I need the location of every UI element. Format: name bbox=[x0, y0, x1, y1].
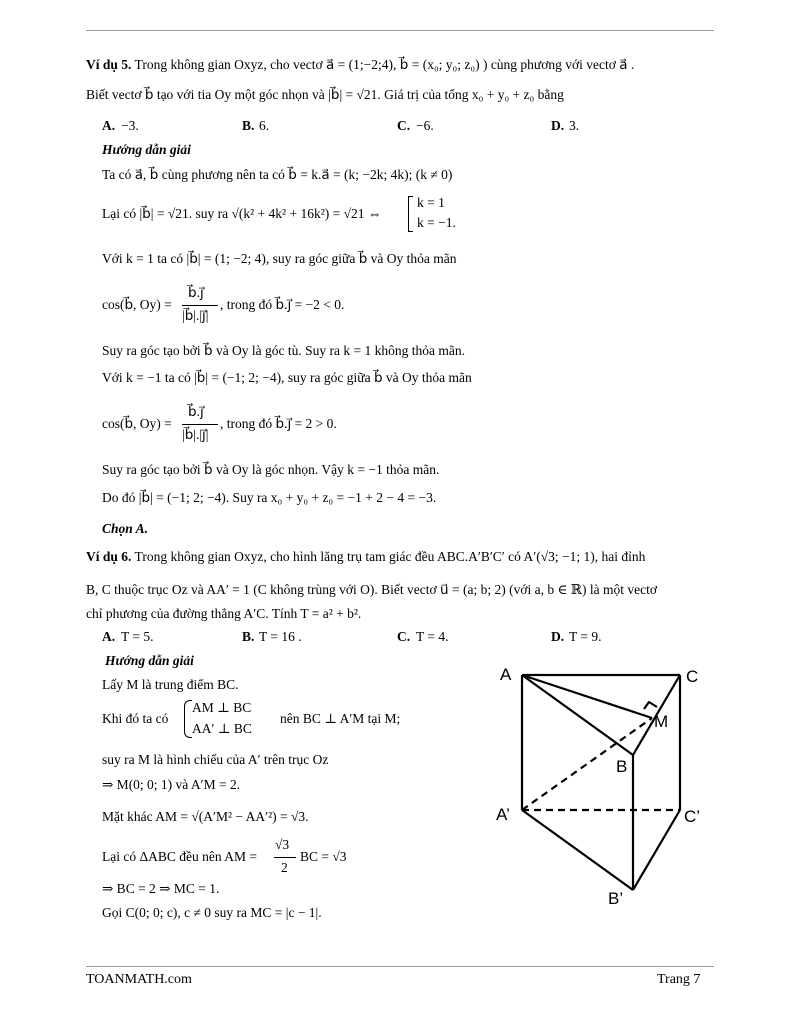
ex6-step8: Gọi C(0; 0; c), c ≠ 0 suy ra MC = |c − 1|. bbox=[102, 905, 322, 920]
prism-figure bbox=[492, 660, 722, 910]
ex5-step7-right: , trong đó b⃗.j⃗ = 2 > 0. bbox=[220, 416, 337, 431]
ex6-choice-b-label: B. bbox=[242, 629, 255, 644]
ex6-choice-d-label: D. bbox=[551, 629, 565, 644]
ex5-step7-fraction bbox=[182, 403, 218, 447]
vertex-a: A bbox=[500, 665, 512, 684]
ex6-guide-heading: Hướng dẫn giải bbox=[105, 653, 194, 668]
ex5-answer: Chọn A. bbox=[102, 521, 149, 536]
ex6-choice-b: T = 16 . bbox=[259, 629, 302, 644]
ex6-choice-a-label: A. bbox=[102, 629, 116, 644]
ex5-step7-den: |b⃗|.|j⃗| bbox=[182, 427, 209, 442]
ex5-step2-system bbox=[408, 194, 478, 234]
vertex-b1: B’ bbox=[608, 889, 624, 908]
ex6-choice-c-label: C. bbox=[397, 629, 411, 644]
ex5-label: Ví dụ 5. bbox=[86, 57, 132, 72]
ex6-step4: ⇒ M(0; 0; 1) và A′M = 2. bbox=[102, 777, 241, 792]
vertex-a1: A’ bbox=[496, 805, 510, 824]
vertex-m: M bbox=[654, 712, 669, 731]
ex5-step4 bbox=[102, 284, 502, 328]
ex6-step3: suy ra M là hình chiếu của A′ trên trục Oz bbox=[102, 752, 329, 767]
ex6-step2 bbox=[102, 698, 432, 742]
ex5-choice-b-label: B. bbox=[242, 118, 255, 133]
ex6-step6-right: BC = √3 bbox=[300, 849, 347, 864]
footer-site: TOANMATH.com bbox=[86, 972, 192, 987]
ex5-choice-c-label: C. bbox=[397, 118, 411, 133]
footer-rule bbox=[86, 966, 714, 967]
ex5-choice-b: 6. bbox=[259, 118, 270, 133]
ex5-line2: Biết vectơ b⃗ tạo với tia Oy một góc nhọn và |b⃗| = √21. Giá trị của tổng x₀ + y₀ + z₀ bằng bbox=[86, 87, 564, 102]
ex6-step1: Lấy M là trung điểm BC. bbox=[102, 677, 239, 692]
ex6-line1 bbox=[86, 548, 645, 566]
ex5-step2: Lại có |b⃗| = √21. suy ra √(k² + 4k² + 16k²) = √21 ⇔ bbox=[102, 206, 382, 221]
ex5-step4-den: |b⃗|.|j⃗| bbox=[182, 308, 209, 323]
ex6-line2: B, C thuộc trục Oz và AA′ = 1 (C không trùng với O). Biết vectơ u⃗ = (a; b; 2) (với a, b ∈ ℝ) là một vectơ bbox=[86, 582, 658, 597]
ex6-step6-den: 2 bbox=[281, 860, 288, 875]
vertex-b: B bbox=[616, 757, 628, 776]
ex5-step7-left: cos(b⃗, Oy) = bbox=[102, 416, 172, 431]
ex5-choice-a: −3. bbox=[121, 118, 139, 133]
ex6-step7: ⇒ BC = 2 ⇒ MC = 1. bbox=[102, 881, 220, 896]
ex5-step4-fraction bbox=[182, 284, 218, 328]
ex5-step8: Suy ra góc tạo bởi b⃗ và Oy là góc nhọn. Vậy k = −1 thỏa mãn. bbox=[102, 462, 440, 477]
ex5-step7-num: b⃗.j⃗ bbox=[188, 404, 204, 419]
edge-a-m bbox=[522, 675, 652, 718]
edge-c1-b1 bbox=[633, 810, 680, 890]
ex5-step6: Với k = −1 ta có |b⃗| = (−1; 2; −4), suy ra góc giữa b⃗ và Oy thỏa mãn bbox=[102, 370, 472, 385]
ex5-choice-d: 3. bbox=[569, 118, 580, 133]
ex5-text1: Trong không gian Oxyz, cho vectơ a⃗ = (1;−2;4), b⃗ = (x₀; y₀; z₀) ) cùng phương với vectơ a⃗ . bbox=[134, 57, 635, 72]
ex5-step1: Ta có a⃗, b⃗ cùng phương nên ta có b⃗ = k.a⃗ = (k; −2k; 4k); (k ≠ 0) bbox=[102, 167, 453, 182]
edge-a-b bbox=[522, 675, 633, 755]
ex6-step2-case2: AA′ ⊥ BC bbox=[192, 721, 252, 736]
ex5-choice-d-label: D. bbox=[551, 118, 565, 133]
ex6-step6 bbox=[102, 836, 422, 880]
ex5-step5: Suy ra góc tạo bởi b⃗ và Oy là góc tù. Suy ra k = 1 không thỏa mãn. bbox=[102, 343, 466, 358]
ex5-choice-a-label: A. bbox=[102, 118, 116, 133]
ex5-case1: k = 1 bbox=[417, 195, 445, 210]
ex6-line3: chỉ phương của đường thẳng A′C. Tính T = a² + b². bbox=[86, 606, 362, 621]
vertex-c: C bbox=[686, 667, 699, 686]
ex6-choice-a: T = 5. bbox=[121, 629, 154, 644]
ex5-step7 bbox=[102, 403, 502, 447]
header-rule bbox=[86, 30, 714, 31]
ex6-text1: Trong không gian Oxyz, cho hình lăng trụ tam giác đều ABC.A′B′C′ có A′(√3; −1; 1), hai đỉnh bbox=[134, 549, 646, 564]
ex5-step4-left: cos(b⃗, Oy) = bbox=[102, 297, 172, 312]
ex6-step6-fraction bbox=[274, 836, 296, 880]
vertex-c1: C’ bbox=[684, 807, 701, 826]
edge-a1-b1 bbox=[522, 810, 633, 890]
ex5-step3: Với k = 1 ta có |b⃗| = (1; −2; 4), suy ra góc giữa b⃗ và Oy thỏa mãn bbox=[102, 251, 457, 266]
ex6-label: Ví dụ 6. bbox=[86, 549, 132, 564]
ex5-guide-heading: Hướng dẫn giải bbox=[102, 142, 191, 157]
footer-page-number: Trang 7 bbox=[657, 972, 701, 987]
ex6-step2-left: Khi đó ta có bbox=[102, 711, 169, 726]
ex5-step4-num: b⃗.j⃗ bbox=[188, 285, 204, 300]
ex6-choice-d: T = 9. bbox=[569, 629, 602, 644]
ex6-step6-num: √3 bbox=[275, 837, 290, 852]
ex5-step4-right: , trong đó b⃗.j⃗ = −2 < 0. bbox=[220, 297, 345, 312]
ex5-line1 bbox=[86, 56, 634, 74]
ex5-step9: Do đó |b⃗| = (−1; 2; −4). Suy ra x₀ + y₀ + z₀ = −1 + 2 − 4 = −3. bbox=[102, 490, 437, 505]
ex6-step2-right: nên BC ⊥ A′M tại M; bbox=[280, 711, 401, 726]
ex5-choice-c: −6. bbox=[416, 118, 434, 133]
right-angle-mark bbox=[644, 702, 657, 709]
ex6-step2-case1: AM ⊥ BC bbox=[192, 700, 252, 715]
ex6-step6-left: Lại có ΔABC đều nên AM = bbox=[102, 849, 258, 864]
ex6-step2-brace bbox=[184, 700, 192, 738]
ex5-case2: k = −1. bbox=[417, 215, 456, 230]
ex6-choice-c: T = 4. bbox=[416, 629, 449, 644]
ex6-step5: Mặt khác AM = √(A′M² − AA′²) = √3. bbox=[102, 809, 309, 824]
